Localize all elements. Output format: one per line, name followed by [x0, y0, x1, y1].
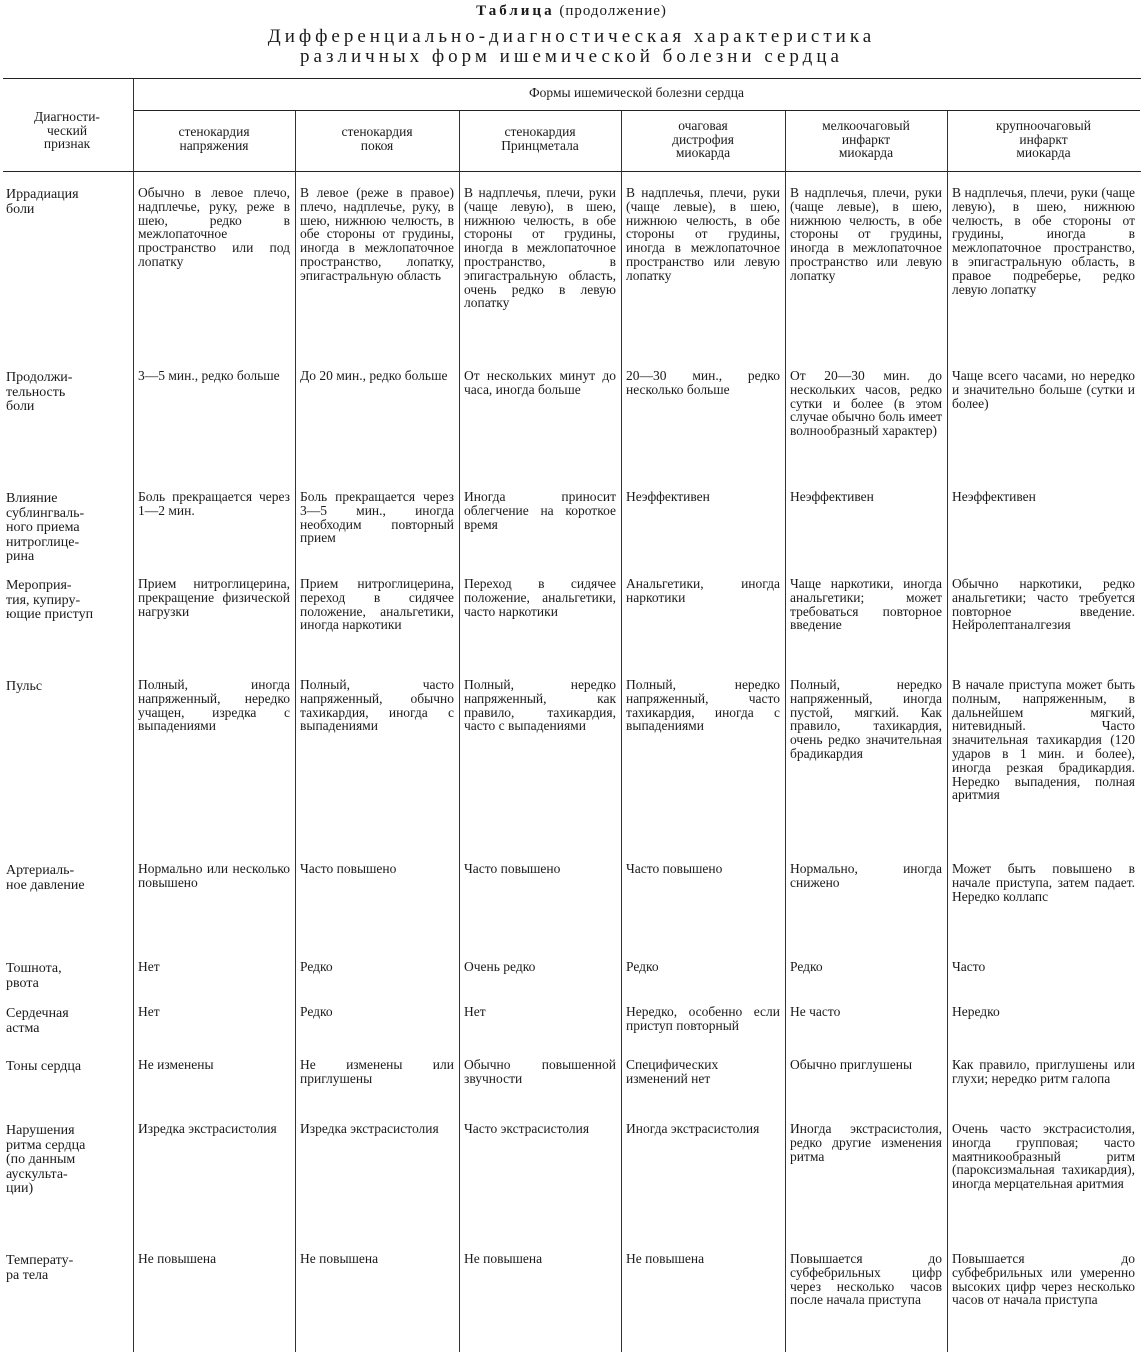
- table-cell: Полный, нередко напряженный, иногда пустой, мягкий. Как правило, тахикардия, очень редко значительная брадикардия: [790, 677, 942, 761]
- column-header-5: мелкоочаговый инфаркт миокарда: [822, 118, 910, 161]
- column-rule-1: [133, 79, 134, 1352]
- table-cell: Нет: [464, 1004, 486, 1019]
- row-label-5: Пульс: [6, 679, 43, 694]
- column-rule-5: [785, 111, 786, 1352]
- table-cell: Редко: [300, 959, 333, 974]
- table-cell: Нормально, иногда снижено: [790, 861, 942, 890]
- table-cell: 3—5 мин., редко больше: [138, 368, 280, 383]
- table-cell: Иногда экстрасистолия: [626, 1121, 760, 1136]
- table-cell: Нередко: [952, 1004, 1000, 1019]
- table-cell: Нормально или несколько повышено: [138, 861, 290, 890]
- table-cell: Редко: [626, 959, 659, 974]
- table-cell: Не повышена: [138, 1251, 217, 1266]
- table-cell: Нередко, особенно если приступ повторный: [626, 1004, 780, 1033]
- table-cell: Не изменены или приглушены: [300, 1057, 454, 1086]
- row-label-2: Продолжи- тельность боли: [6, 370, 73, 414]
- forms-header: Формы ишемической болезни сердца: [529, 85, 744, 100]
- table-cell: Анальгетики, иногда наркотики: [626, 576, 780, 605]
- table-cell: До 20 мин., редко больше: [300, 368, 448, 383]
- table-cell: Чаще всего часами, но нередко и значительно больше (сутки и более): [952, 368, 1135, 411]
- table-cell: Редко: [300, 1004, 333, 1019]
- column-header-6: крупноочаговый инфаркт миокарда: [996, 118, 1091, 161]
- table-cell: Не повышена: [626, 1251, 705, 1266]
- row-label-8: Сердечная астма: [6, 1006, 69, 1036]
- table-cell: Очень редко: [464, 959, 536, 974]
- table-cell: Очень часто экстрасистолия, иногда групповая; часто маятникообразный ритм (пароксизмальная тахикардия), иногда мерцательная аритмия: [952, 1121, 1135, 1192]
- table-cell: В левое (реже в правое) плечо, надплечье, руку, в шею, нижнюю челюсть, в обе стороны от грудины, иногда в межлопаточное пространство, лопатку, эпигастральную область: [300, 185, 454, 283]
- table-cell: Переход в сидячее положение, анальгетики, часто наркотики: [464, 576, 616, 619]
- row-label-11: Температу- ра тела: [6, 1253, 74, 1283]
- row-label-10: Нарушения ритма сердца (по данным аускульта- ции): [6, 1123, 86, 1196]
- table-caption: [0, 3, 1143, 20]
- forms-underline: [133, 110, 1140, 111]
- sign-header: Диагности- ческий признак: [34, 109, 100, 152]
- caption-word: Таблица: [476, 3, 555, 19]
- table-cell: Обычно наркотики, редко анальгетики; часто требуется повторное введение. Нейролептаналгезия: [952, 576, 1135, 633]
- caption-note: (продолжение): [559, 3, 667, 19]
- column-rule-4: [621, 111, 622, 1352]
- table-cell: Боль прекращается через 1—2 мин.: [138, 489, 290, 518]
- table-cell: Повышается до субфебрильных цифр через несколько часов после начала приступа: [790, 1251, 942, 1308]
- table-cell: Обычно приглушены: [790, 1057, 913, 1072]
- table-cell: 20—30 мин., редко несколько больше: [626, 368, 780, 397]
- table-cell: Как правило, приглушены или глухи; нередко ритм галопа: [952, 1057, 1135, 1086]
- table-cell: В надплечья, плечи, руки (чаще левую), в шею, нижнюю челюсть, в обе стороны от грудины, иногда в межлопаточное пространство, в эпигастральную область, очень редко в левую лопатку: [464, 185, 616, 311]
- table-cell: Часто повышено: [626, 861, 723, 876]
- table-cell: Часто экстрасистолия: [464, 1121, 590, 1136]
- table-cell: В начале приступа может быть полным, напряженным, в дальнейшем мягкий, нитевидный. Часто значительная тахикардия (120 ударов в 1 мин. и более), иногда резкая брадикардия. Нередко выпадения, полная аритмия: [952, 677, 1135, 803]
- table-cell: Обычно в левое плечо, надплечье, руку, реже в шею, редко в межлопаточное пространство или под лопатку: [138, 185, 290, 269]
- table-cell: Не повышена: [464, 1251, 543, 1266]
- row-label-7: Тошнота, рвота: [6, 961, 62, 991]
- column-header-4: очаговая дистрофия миокарда: [672, 118, 734, 161]
- row-label-3: Влияние сублингваль- ного приема нитроглице- рина: [6, 491, 85, 564]
- table-cell: Не изменены: [138, 1057, 214, 1072]
- table-cell: Специфических изменений нет: [626, 1057, 719, 1086]
- column-header-1: стенокардия напряжения: [178, 124, 250, 153]
- table-cell: В надплечья, плечи, руки (чаще левые), в шею, нижнюю челюсть, в обе стороны от грудины, иногда в межлопаточное пространство или левую лопатку: [626, 185, 780, 283]
- table-cell: Часто: [952, 959, 986, 974]
- table-cell: Не повышена: [300, 1251, 379, 1266]
- table-cell: Неэффективен: [952, 489, 1036, 504]
- column-rule-6: [947, 111, 948, 1352]
- row-label-9: Тоны сердца: [6, 1059, 82, 1074]
- table-cell: Редко: [790, 959, 823, 974]
- table-cell: Не часто: [790, 1004, 841, 1019]
- table-cell: Неэффективен: [626, 489, 710, 504]
- table-cell: Повышается до субфебрильных или умеренно высоких цифр через несколько часов от начала приступа: [952, 1251, 1135, 1308]
- table-cell: Обычно повышенной звучности: [464, 1057, 616, 1086]
- column-header-2: стенокардия покоя: [341, 124, 413, 153]
- row-label-4: Мероприя- тия, купиру- ющие приступ: [6, 578, 94, 622]
- table-cell: Иногда экстрасистолия, редко другие изменения ритма: [790, 1121, 942, 1164]
- column-rule-3: [459, 111, 460, 1352]
- table-cell: Прием нитроглицерина, переход в сидячее положение, анальгетики, иногда наркотики: [300, 576, 454, 633]
- table-title-line-1: Дифференциально-диагностическая характеристика: [267, 26, 876, 47]
- table-cell: Часто повышено: [464, 861, 561, 876]
- table-cell: Часто повышено: [300, 861, 397, 876]
- row-label-6: Артериаль- ное давление: [6, 863, 85, 893]
- header-bottom-rule: [3, 171, 1141, 172]
- table-cell: Полный, нередко напряженный, часто тахикардия, иногда с выпадениями: [626, 677, 780, 734]
- column-rule-2: [295, 111, 296, 1352]
- table-cell: От нескольких минут до часа, иногда больше: [464, 368, 616, 397]
- top-rule: [3, 78, 1141, 79]
- table-cell: Чаще наркотики, иногда анальгетики; может требоваться повторное введение: [790, 576, 942, 633]
- table-cell: Боль прекращается через 3—5 мин., иногда необходим повторный прием: [300, 489, 454, 546]
- table-cell: Неэффективен: [790, 489, 874, 504]
- row-label-1: Иррадиация боли: [6, 187, 79, 217]
- table-cell: Полный, иногда напряженный, нередко учащен, изредка с выпадениями: [138, 677, 290, 734]
- table-cell: Нет: [138, 1004, 160, 1019]
- table-cell: Полный, часто напряженный, обычно тахикардия, иногда с выпадениями: [300, 677, 454, 734]
- table-title-line-2: различных форм ишемической болезни сердца: [300, 46, 843, 67]
- table-cell: Иногда приносит облегчение на короткое время: [464, 489, 616, 532]
- table-cell: В надплечья, плечи, руки (чаще левые), в шею, нижнюю челюсть, в обе стороны от грудины, иногда в межлопаточное пространство или левую лопатку: [790, 185, 942, 283]
- table-cell: От 20—30 мин. до нескольких часов, редко сутки и более (в этом случае обычно боль имеет волнообразный характер): [790, 368, 942, 439]
- table-cell: Изредка экстрасистолия: [138, 1121, 277, 1136]
- table-cell: В надплечья, плечи, руки (чаще левую), в шею, нижнюю челюсть, в обе стороны от грудины, иногда в межлопаточное пространство, в эпигастральную область, в правое подреберье, редко левую лопатку: [952, 185, 1135, 297]
- column-header-3: стенокардия Принцметала: [501, 124, 579, 153]
- table-cell: Может быть повышено в начале приступа, затем падает. Нередко коллапс: [952, 861, 1135, 904]
- table-cell: Прием нитроглицерина, прекращение физической нагрузки: [138, 576, 290, 619]
- table-cell: Изредка экстрасистолия: [300, 1121, 439, 1136]
- table-cell: Полный, нередко напряженный, как правило, тахикардия, часто с выпадениями: [464, 677, 616, 734]
- table-cell: Нет: [138, 959, 160, 974]
